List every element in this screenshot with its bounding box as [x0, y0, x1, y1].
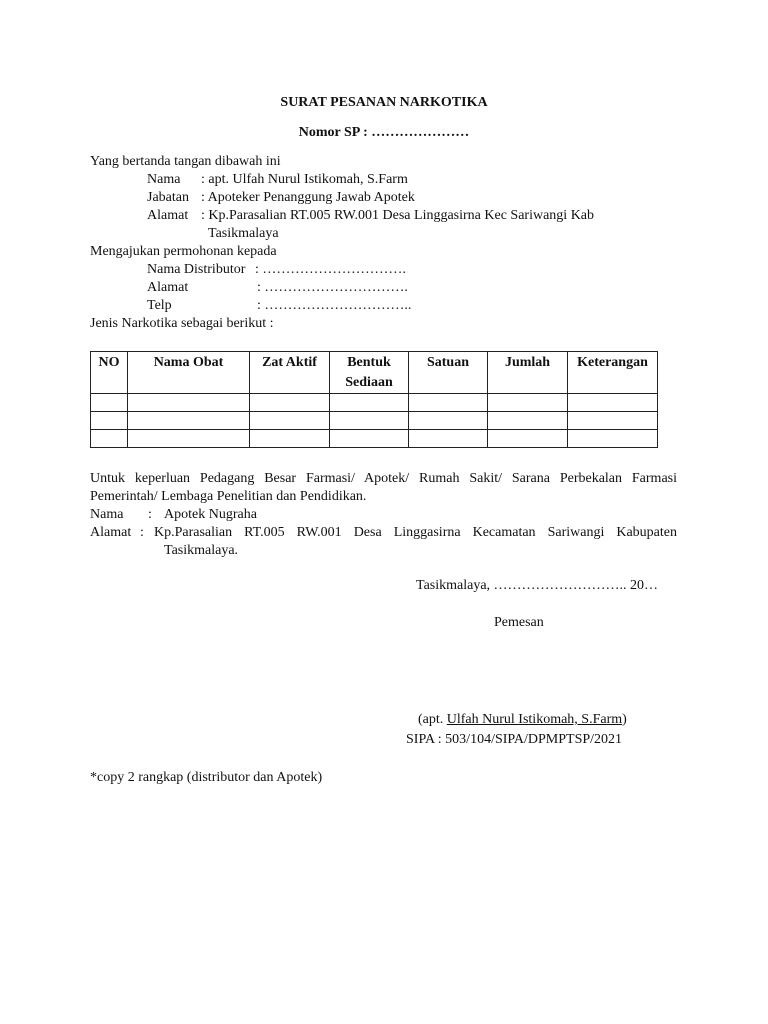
table-cell[interactable] — [91, 394, 128, 412]
table-cell[interactable] — [488, 430, 568, 448]
table-cell[interactable] — [488, 394, 568, 412]
pharmacy-nama-label: Nama — [90, 507, 124, 522]
table-cell[interactable] — [128, 394, 250, 412]
header-keterangan: Keterangan — [568, 352, 658, 394]
header-no: NO — [91, 352, 128, 394]
distributor-telp-label: Telp — [147, 298, 172, 313]
table-cell[interactable] — [568, 430, 658, 448]
signer-nama-label: Nama — [147, 172, 181, 187]
table-cell[interactable] — [409, 430, 488, 448]
pemesan-label: Pemesan — [494, 615, 544, 630]
header-bentuk-line1: Bentuk — [347, 355, 391, 370]
table-cell[interactable] — [409, 394, 488, 412]
signature-suffix: ) — [622, 712, 627, 727]
pharmacy-nama-sep: : — [148, 507, 152, 522]
header-nama-obat: Nama Obat — [128, 352, 250, 394]
document-title: SURAT PESANAN NARKOTIKA — [280, 95, 488, 110]
place-date: Tasikmalaya, ……………………….. 20… — [416, 578, 659, 593]
sipa-number: SIPA : 503/104/SIPA/DPMPTSP/2021 — [406, 732, 623, 747]
purpose-line1: Untuk keperluan Pedagang Besar Farmasi/ Apotek/ Rumah Sakit/ Sarana Perbekalan Farmasi — [90, 471, 677, 486]
pharmacy-alamat-label: Alamat — [90, 525, 132, 540]
table-cell[interactable] — [250, 412, 330, 430]
header-bentuk-line2: Sediaan — [345, 375, 393, 390]
table-row — [91, 412, 658, 430]
table-cell[interactable] — [568, 412, 658, 430]
header-satuan: Satuan — [409, 352, 488, 394]
table-cell[interactable] — [250, 430, 330, 448]
distributor-nama-value: : …………………………. — [255, 262, 406, 277]
narcotics-table — [90, 351, 658, 448]
signature-prefix: (apt. — [418, 712, 447, 727]
table-cell[interactable] — [330, 430, 409, 448]
signer-jabatan-label: Jabatan — [147, 190, 189, 205]
table-cell[interactable] — [91, 430, 128, 448]
table-cell[interactable] — [488, 412, 568, 430]
header-bentuk-sediaan — [330, 352, 409, 394]
purpose-line2: Pemerintah/ Lembaga Penelitian dan Pendidikan. — [90, 489, 367, 504]
pharmacy-alamat-sep: : — [140, 525, 144, 540]
signature-name-underlined: Ulfah Nurul Istikomah, S.Farm — [446, 712, 623, 727]
signer-alamat-label: Alamat — [147, 208, 189, 223]
table-cell[interactable] — [330, 412, 409, 430]
table-cell[interactable] — [568, 394, 658, 412]
request-intro: Mengajukan permohonan kepada — [90, 244, 277, 259]
signature-name — [418, 711, 627, 729]
distributor-alamat-label: Alamat — [147, 280, 189, 295]
header-jumlah: Jumlah — [488, 352, 568, 394]
distributor-telp-value: : ………………………….. — [257, 298, 412, 313]
distributor-alamat-value: : …………………………. — [257, 280, 408, 295]
signer-alamat-value-line1: : Kp.Parasalian RT.005 RW.001 Desa Linggasirna Kec Sariwangi Kab — [201, 208, 595, 223]
distributor-nama-label: Nama Distributor — [147, 262, 246, 277]
pharmacy-alamat-value-line2: Tasikmalaya. — [164, 543, 239, 558]
footnote: *copy 2 rangkap (distributor dan Apotek) — [90, 770, 323, 785]
table-cell[interactable] — [91, 412, 128, 430]
table-row — [91, 394, 658, 412]
table-cell[interactable] — [409, 412, 488, 430]
pharmacy-nama-value: Apotek Nugraha — [164, 507, 257, 522]
table-row — [91, 430, 658, 448]
table-cell[interactable] — [330, 394, 409, 412]
signer-nama-value: : apt. Ulfah Nurul Istikomah, S.Farm — [201, 172, 408, 187]
header-zat-aktif: Zat Aktif — [250, 352, 330, 394]
table-cell[interactable] — [128, 412, 250, 430]
table-cell[interactable] — [250, 394, 330, 412]
signer-jabatan-value: : Apoteker Penanggung Jawab Apotek — [201, 190, 415, 205]
intro-text: Yang bertanda tangan dibawah ini — [90, 154, 281, 169]
signer-alamat-value-line2: Tasikmalaya — [208, 226, 279, 241]
pharmacy-alamat-value-line1: Kp.Parasalian RT.005 RW.001 Desa Linggasirna Kecamatan Sariwangi Kabupaten — [154, 525, 677, 540]
jenis-intro: Jenis Narkotika sebagai berikut : — [90, 316, 274, 331]
table-cell[interactable] — [128, 430, 250, 448]
table-header-row — [91, 352, 658, 394]
nomor-sp: Nomor SP : ………………… — [298, 125, 470, 140]
